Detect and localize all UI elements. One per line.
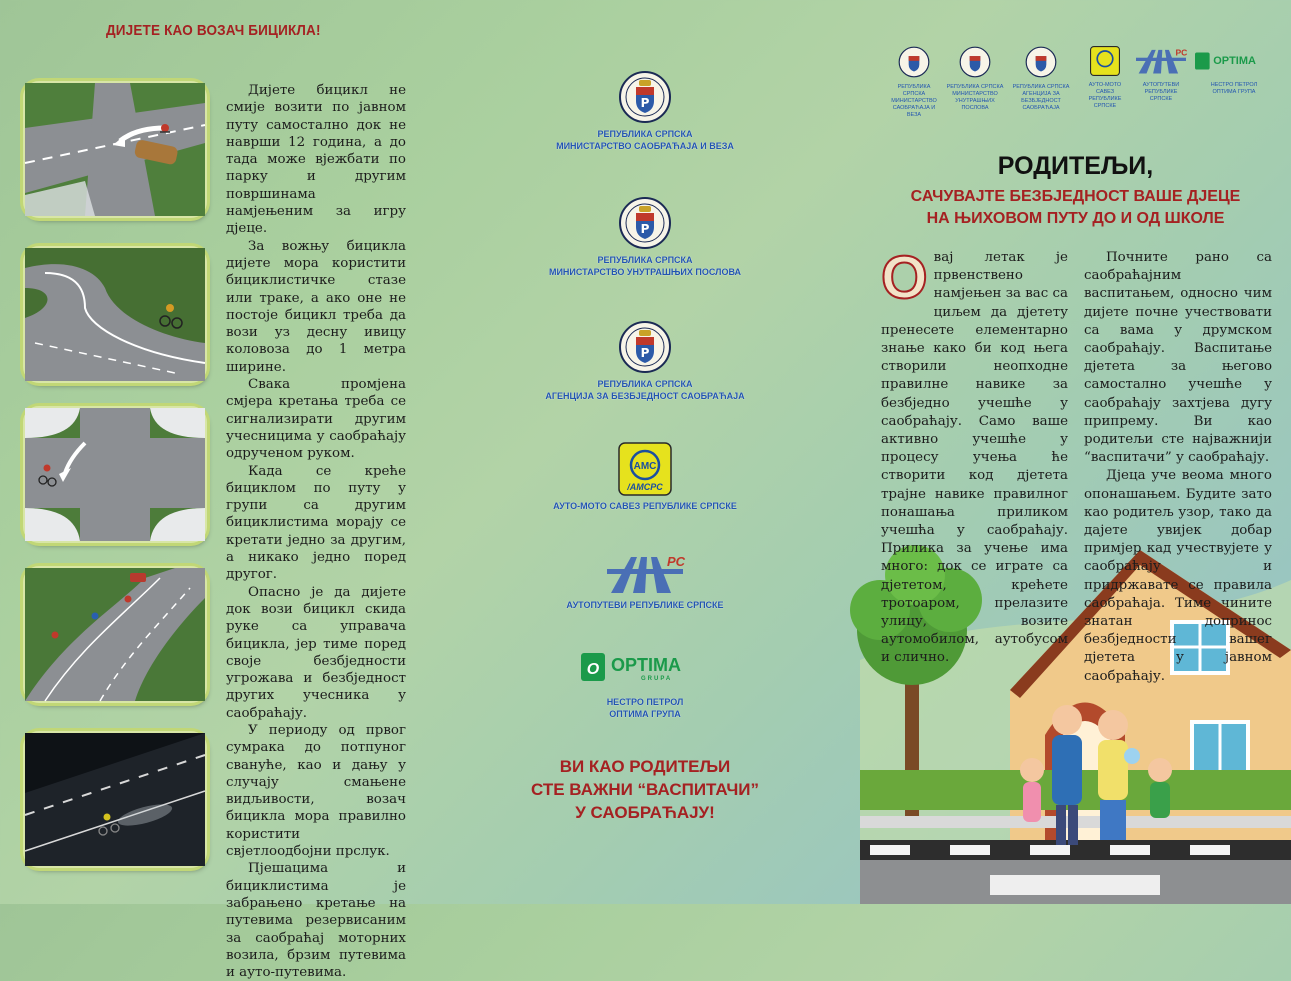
slogan-line: ВИ КАО РОДИТЕЉИ — [559, 757, 731, 776]
optima-logo-icon — [1195, 46, 1273, 76]
org-name: АУТОПУТЕВИ РЕПУБЛИКЕ СРПСКЕ — [566, 600, 724, 610]
highway-logo-icon — [607, 553, 686, 595]
svg-text:PC: PC — [1175, 47, 1188, 58]
org-highways — [430, 553, 860, 611]
amsrs-logo-icon — [618, 442, 672, 496]
svg-text:АМС: АМС — [633, 461, 657, 472]
optima-logo-icon — [581, 652, 709, 682]
subtitle-line: САЧУВАЈТЕ БЕЗБЈЕДНОСТ ВАШЕ ДЈЕЦЕ — [910, 188, 1241, 205]
cyclist-intersection-illustration — [25, 83, 205, 216]
coat-of-arms-icon — [618, 320, 672, 374]
coat-of-arms-icon — [618, 70, 672, 124]
slogan-line: У САОБРАЋАЈУ! — [575, 803, 715, 822]
svg-text:PC: PC — [667, 554, 686, 569]
coat-of-arms-icon — [959, 46, 991, 78]
svg-text:/AMCPC: /AMCPC — [627, 482, 663, 492]
partner-logo-label: АУТОПУТЕВИ РЕПУБЛИКЕ СРПСКЕ — [1142, 82, 1180, 102]
left-paragraph: Свака промјена смјера кретања треба се сигнализирати другим учесницима у саобраћају одрученом руком. — [226, 377, 406, 462]
partner-logo-label: РЕПУБЛИКА СРПСКА АГЕНЦИЈА ЗА БЕЗБЈЕДНОСТ САОБРАЋАЈА — [1012, 84, 1070, 111]
partner-logo-label: АУТО-МОТО САВЕЗ РЕПУБЛИКЕ СРПСКЕ — [1088, 82, 1122, 109]
left-paragraph: Пјешацима и бициклистима је забрањено кретање на путевима резервисаним за саобраћај моторних возила, брзим путевима и ауто-путевима. — [226, 861, 406, 981]
org-name: НЕСТРО ПЕТРОЛ ОПТИМА ГРУПА — [606, 697, 684, 719]
left-paragraph: Опасно је да дијете док вози бицикл скида руке са управача бицикла, јер тиме поред своје безбједности угрожава и безбједност других учесника у саобраћају. — [226, 584, 406, 721]
parents-subtitle — [860, 186, 1291, 230]
advice-column — [1084, 249, 1272, 686]
drop-cap: О — [881, 244, 928, 311]
svg-text:Р: Р — [640, 96, 650, 110]
left-paragraph: За вожњу бицикла дијете мора користити бициклистичке стазе или траке, а ако оне не постоје бицикл треба да вози уз десну ивицу коловоза до 1 метра ширине. — [226, 238, 406, 375]
svg-text:GRUPA: GRUPA — [641, 676, 673, 682]
middle-panel — [430, 0, 860, 904]
org-name: РЕПУБЛИКА СРПСКА АГЕНЦИЈА ЗА БЕЗБЈЕДНОСТ САОБРАЋАЈА — [545, 379, 745, 401]
intro-column — [881, 244, 1069, 668]
svg-text:Р: Р — [640, 346, 650, 360]
left-paragraph: Дијете бицикл не смије возити по јавном путу самостално док не наврши 12 година, а до тада може вјежбати по парку и другим површинама намјењеним за игру дјеце. — [226, 83, 406, 237]
partner-logo-ministry-interior — [945, 46, 1005, 112]
advice-paragraph: Почните рано са саобраћајним васпитањем, односно чим дијете почне учествовати са вама у друмском саобраћају. Васпитање дјетета за његово самостално учешће у саобраћају захтјева дугу припрему. Ви као родитељи сте најважнији “васпитачи” у саобраћају. — [1084, 250, 1272, 466]
parents-title: РОДИТЕЉИ, — [997, 152, 1154, 180]
partner-logo-label: НЕСТРО ПЕТРОЛ ОПТИМА ГРУПА — [1210, 82, 1258, 95]
svg-text:O: O — [586, 661, 600, 678]
left-paragraph: Када се креће бициклом по путу у групи са другим бициклистима морају се кретати једно за другим, а никако једно поред другог. — [226, 463, 406, 583]
org-ministry-interior — [430, 196, 860, 278]
amsrs-logo-icon — [1090, 46, 1120, 76]
intro-paragraph: вај летак је првенствено намјењен за вас са циљем да дјетету пренесете елементарно знање како би код њега створили неопходне правилне навике за безбједно учешће у саобраћају. Само ваше активно учешће у процесу учења ће створити код дјетета трајне навике правилног понашања приликом учешћа у саобраћају. Прилика за учење има много: док се играте са дјететом, крећете тротоаром, прелазите улицу, возите аутомобилом, аутобусом и слично. — [881, 250, 1069, 666]
org-ministry-transport — [430, 70, 860, 152]
org-name: АУТО-МОТО САВЕЗ РЕПУБЛИКЕ СРПСКЕ — [553, 501, 737, 511]
highway-logo-icon — [1136, 46, 1186, 76]
partner-logo-amsrs — [1081, 46, 1129, 110]
svg-text:Р: Р — [640, 222, 650, 236]
partner-logo-label: РЕПУБЛИКА СРПСКА МИНИСТАРСТВО УНУТРАШЊИХ ПОСЛОВА — [946, 84, 1004, 111]
svg-text:OPTIMA: OPTIMA — [1213, 55, 1256, 68]
cyclist-winding-road-illustration — [25, 248, 205, 381]
partner-logo-safety-agency — [1009, 46, 1073, 112]
slogan-line: СТЕ ВАЖНИ “ВАСПИТАЧИ” — [530, 780, 760, 799]
left-panel-title: ДИЈЕТЕ КАО ВОЗАЧ БИЦИКЛА! — [106, 22, 321, 39]
subtitle-line: НА ЊИХОВОМ ПУТУ ДО И ОД ШКОЛЕ — [926, 210, 1225, 227]
svg-text:OPTIMA: OPTIMA — [611, 655, 681, 675]
cyclist-night-road-illustration — [25, 733, 205, 866]
org-auto-moto-association — [430, 442, 860, 512]
partner-logo-optima — [1193, 46, 1275, 96]
partner-logo-label: РЕПУБЛИКА СРПСКА МИНИСТАРСТВО САОБРАЋАЈА И ВЕЗА — [891, 84, 937, 118]
org-traffic-safety-agency — [430, 320, 860, 402]
left-paragraph: У периоду од првог сумрака до потпуног свануће, као и дању у случају смањене видљивости, возач бицикла мора правилно користити свјетлоодбојни прслук. — [226, 722, 406, 860]
coat-of-arms-icon — [898, 46, 930, 78]
left-panel-text — [226, 82, 406, 981]
left-panel — [0, 0, 430, 981]
partner-logos-strip — [887, 46, 1282, 118]
cyclists-in-line-illustration — [25, 568, 205, 701]
org-optima-group — [430, 652, 860, 720]
coat-of-arms-icon — [1025, 46, 1057, 78]
advice-paragraph: Дјеца уче веома много опонашањем. Будите зато као родитељ узор, тако да дајете увијек добар примјер кад учествујете у саобраћају и придржавате се правила саобраћаја. Тиме чините знатан допринос безбједности вашег дјетета у јавном саобраћају. — [1084, 468, 1272, 684]
coat-of-arms-icon — [618, 196, 672, 250]
partner-logo-ministry-transport — [887, 46, 941, 119]
cyclist-crossroad-illustration — [25, 408, 205, 541]
org-name: РЕПУБЛИКА СРПСКА МИНИСТАРСТВО УНУТРАШЊИХ ПОСЛОВА — [548, 255, 742, 277]
org-name: РЕПУБЛИКА СРПСКА МИНИСТАРСТВО САОБРАЋАЈА И ВЕЗА — [556, 129, 734, 151]
partner-logo-highways — [1133, 46, 1189, 103]
parents-slogan — [430, 755, 860, 824]
